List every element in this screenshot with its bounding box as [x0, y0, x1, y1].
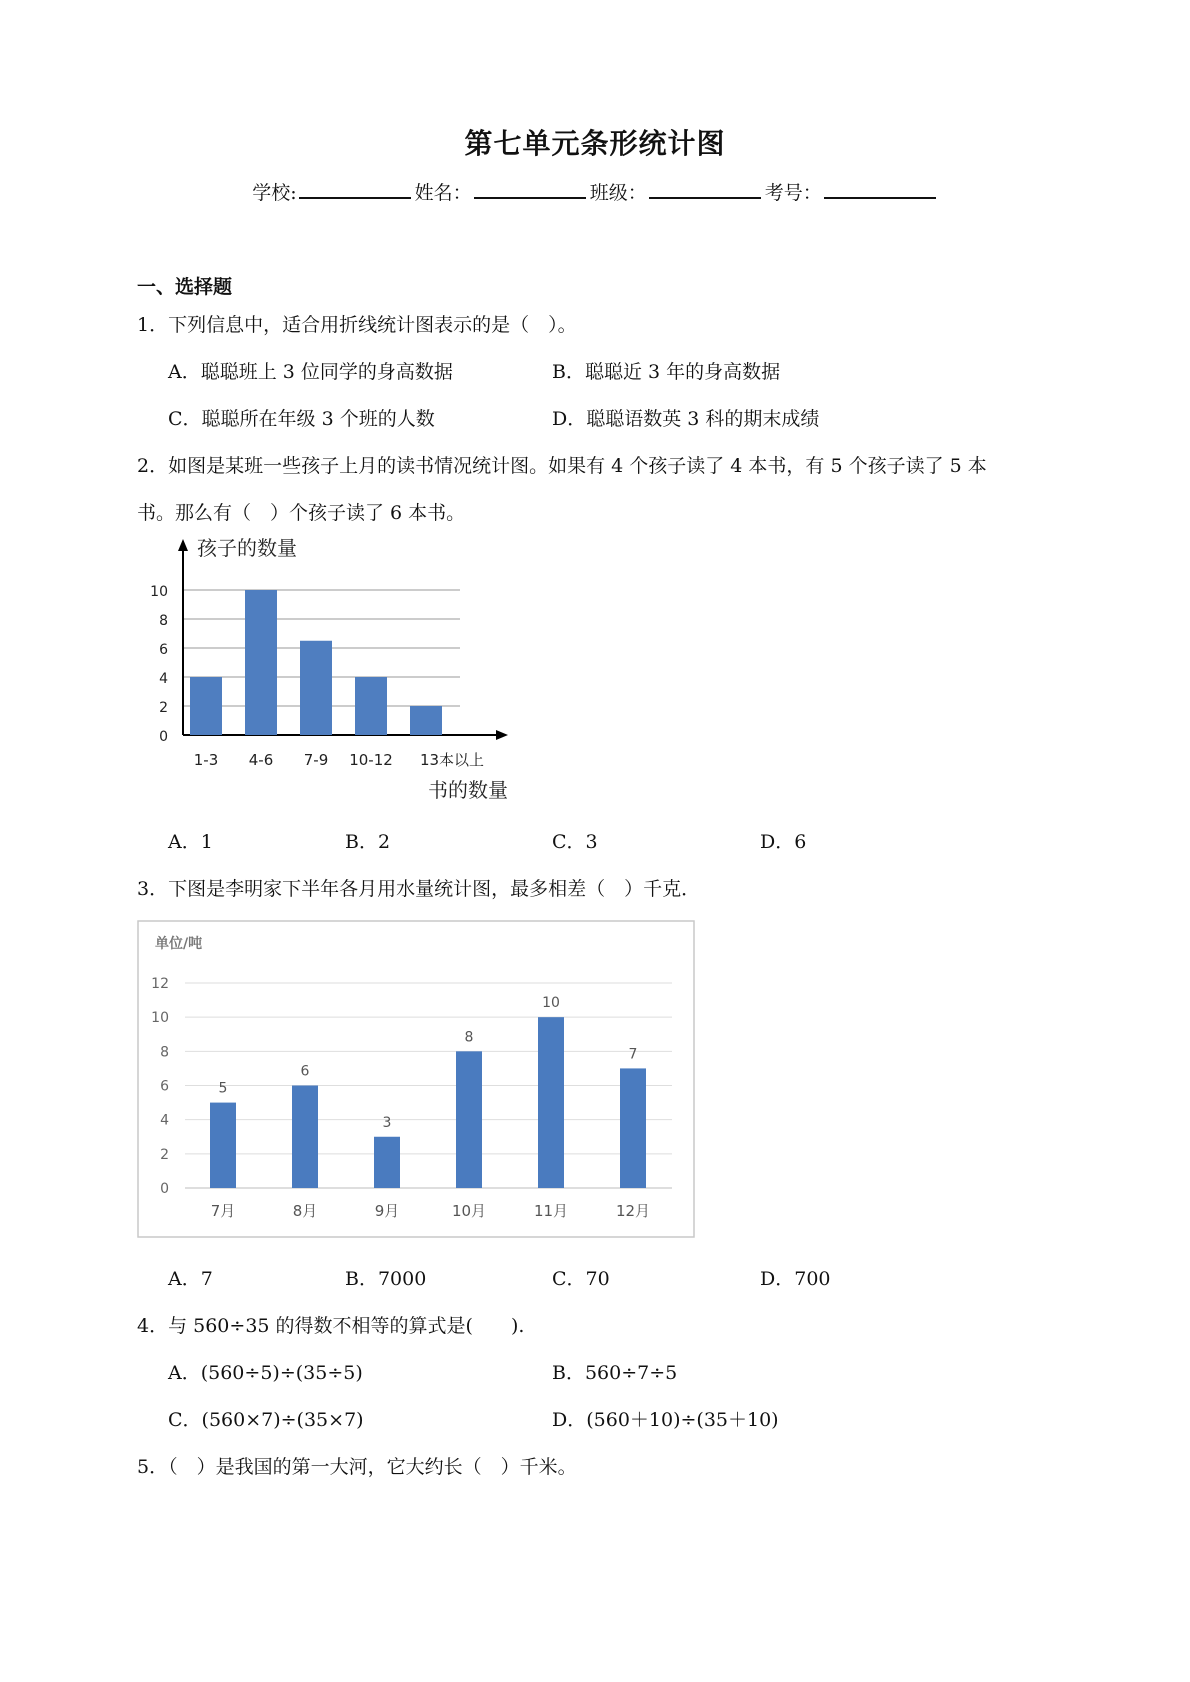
q1-option-d: D．聪聪语数英 3 科的期末成绩 — [552, 408, 820, 430]
chart-unit-title: 单位/吨 — [155, 936, 203, 952]
y-tick-label: 8 — [160, 1044, 169, 1061]
x-tick-label: 8月 — [292, 1202, 318, 1220]
x-tick-label: 13本以上 — [419, 751, 485, 769]
data-label: 10 — [542, 995, 560, 1012]
student-info-row — [0, 178, 1190, 205]
q1-option-c: C．聪聪所在年级 3 个班的人数 — [168, 408, 435, 430]
class-blank — [649, 179, 761, 199]
q4-stem: 4．与 560÷35 的得数不相等的算式是( ). — [137, 1315, 525, 1337]
bar-11月 — [538, 1017, 564, 1188]
y-tick-label: 6 — [160, 1078, 169, 1095]
data-label: 5 — [218, 1080, 228, 1097]
q4-option-b: B．560÷7÷5 — [552, 1362, 678, 1384]
x-tick-label: 7月 — [210, 1202, 236, 1220]
x-tick-label: 11月 — [533, 1202, 569, 1220]
school-label: 学校: — [252, 182, 297, 204]
y-tick-label: 12 — [151, 976, 169, 992]
x-tick-label: 9月 — [374, 1202, 400, 1220]
y-axis-arrow — [178, 539, 188, 551]
x-tick-label: 7-9 — [303, 751, 329, 769]
exam-no-label: 考号： — [764, 182, 822, 204]
water-usage-bar-chart — [137, 920, 697, 1240]
bar-10-12 — [355, 677, 387, 735]
q3-option-b: B．7000 — [345, 1268, 427, 1290]
bar-1-3 — [190, 677, 222, 735]
class-label: 班级： — [589, 182, 647, 204]
x-axis-title: 书的数量 — [428, 778, 508, 802]
x-tick-label: 1-3 — [193, 751, 219, 769]
exam-no-blank — [824, 179, 936, 199]
q3-option-d: D．700 — [760, 1268, 831, 1290]
q2-option-b: B．2 — [345, 831, 391, 853]
q3-option-c: C．70 — [552, 1268, 610, 1290]
data-label: 6 — [300, 1063, 310, 1080]
reading-bar-chart — [130, 535, 530, 810]
section-heading: 一、选择题 — [137, 276, 233, 298]
q1-stem: 1．下列信息中，适合用折线统计图表示的是（ ）。 — [137, 314, 577, 336]
bar-12月 — [620, 1068, 646, 1188]
data-label: 3 — [382, 1114, 392, 1131]
q4-option-a: A．(560÷5)÷(35÷5) — [168, 1362, 363, 1384]
y-tick-label: 0 — [159, 729, 168, 745]
bar-10月 — [456, 1051, 482, 1188]
y-axis-title: 孩子的数量 — [197, 536, 297, 560]
x-tick-label: 12月 — [615, 1202, 651, 1220]
bar-7-9 — [300, 641, 332, 735]
q2-option-d: D．6 — [760, 831, 807, 853]
y-tick-label: 10 — [151, 1010, 169, 1027]
bar-9月 — [374, 1137, 400, 1188]
y-tick-label: 4 — [160, 1112, 169, 1129]
q4-option-c: C．(560×7)÷(35×7) — [168, 1409, 364, 1431]
q2-stem-line2: 书。那么有（ ）个孩子读了 6 本书。 — [137, 502, 466, 524]
q5-stem: 5．（ ）是我国的第一大河，它大约长（ ）千米。 — [137, 1456, 577, 1478]
data-label: 8 — [464, 1029, 474, 1046]
q2-option-a: A．1 — [168, 831, 213, 853]
bar-7月 — [210, 1103, 236, 1188]
name-blank — [474, 179, 586, 199]
x-tick-label: 10月 — [451, 1202, 487, 1220]
x-tick-label: 10-12 — [349, 751, 393, 769]
y-tick-label: 6 — [159, 642, 168, 658]
chart-frame — [138, 921, 694, 1237]
q2-stem-line1: 2．如图是某班一些孩子上月的读书情况统计图。如果有 4 个孩子读了 4 本书，有 5 个孩子读了 5 本 — [137, 455, 987, 477]
y-tick-label: 10 — [150, 584, 168, 600]
y-tick-label: 2 — [159, 700, 168, 716]
bar-8月 — [292, 1086, 318, 1189]
q1-option-b: B．聪聪近 3 年的身高数据 — [552, 361, 781, 383]
name-label: 姓名： — [414, 182, 472, 204]
y-tick-label: 0 — [160, 1181, 169, 1197]
q3-stem: 3．下图是李明家下半年各月用水量统计图，最多相差（ ）千克． — [137, 878, 701, 900]
bar-13本以上 — [410, 706, 442, 735]
x-tick-label: 4-6 — [248, 751, 274, 769]
x-axis-arrow — [496, 730, 508, 740]
school-blank — [299, 179, 411, 199]
y-tick-label: 8 — [159, 613, 168, 629]
bar-4-6 — [245, 590, 277, 735]
q1-option-a: A．聪聪班上 3 位同学的身高数据 — [168, 361, 453, 383]
data-label: 7 — [628, 1046, 638, 1063]
q4-option-d: D．(560＋10)÷(35＋10) — [552, 1409, 779, 1431]
q3-option-a: A．7 — [168, 1268, 213, 1290]
y-tick-label: 4 — [159, 671, 168, 687]
y-tick-label: 2 — [160, 1146, 169, 1163]
page-title: 第七单元条形统计图 — [464, 127, 726, 160]
q2-option-c: C．3 — [552, 831, 598, 853]
